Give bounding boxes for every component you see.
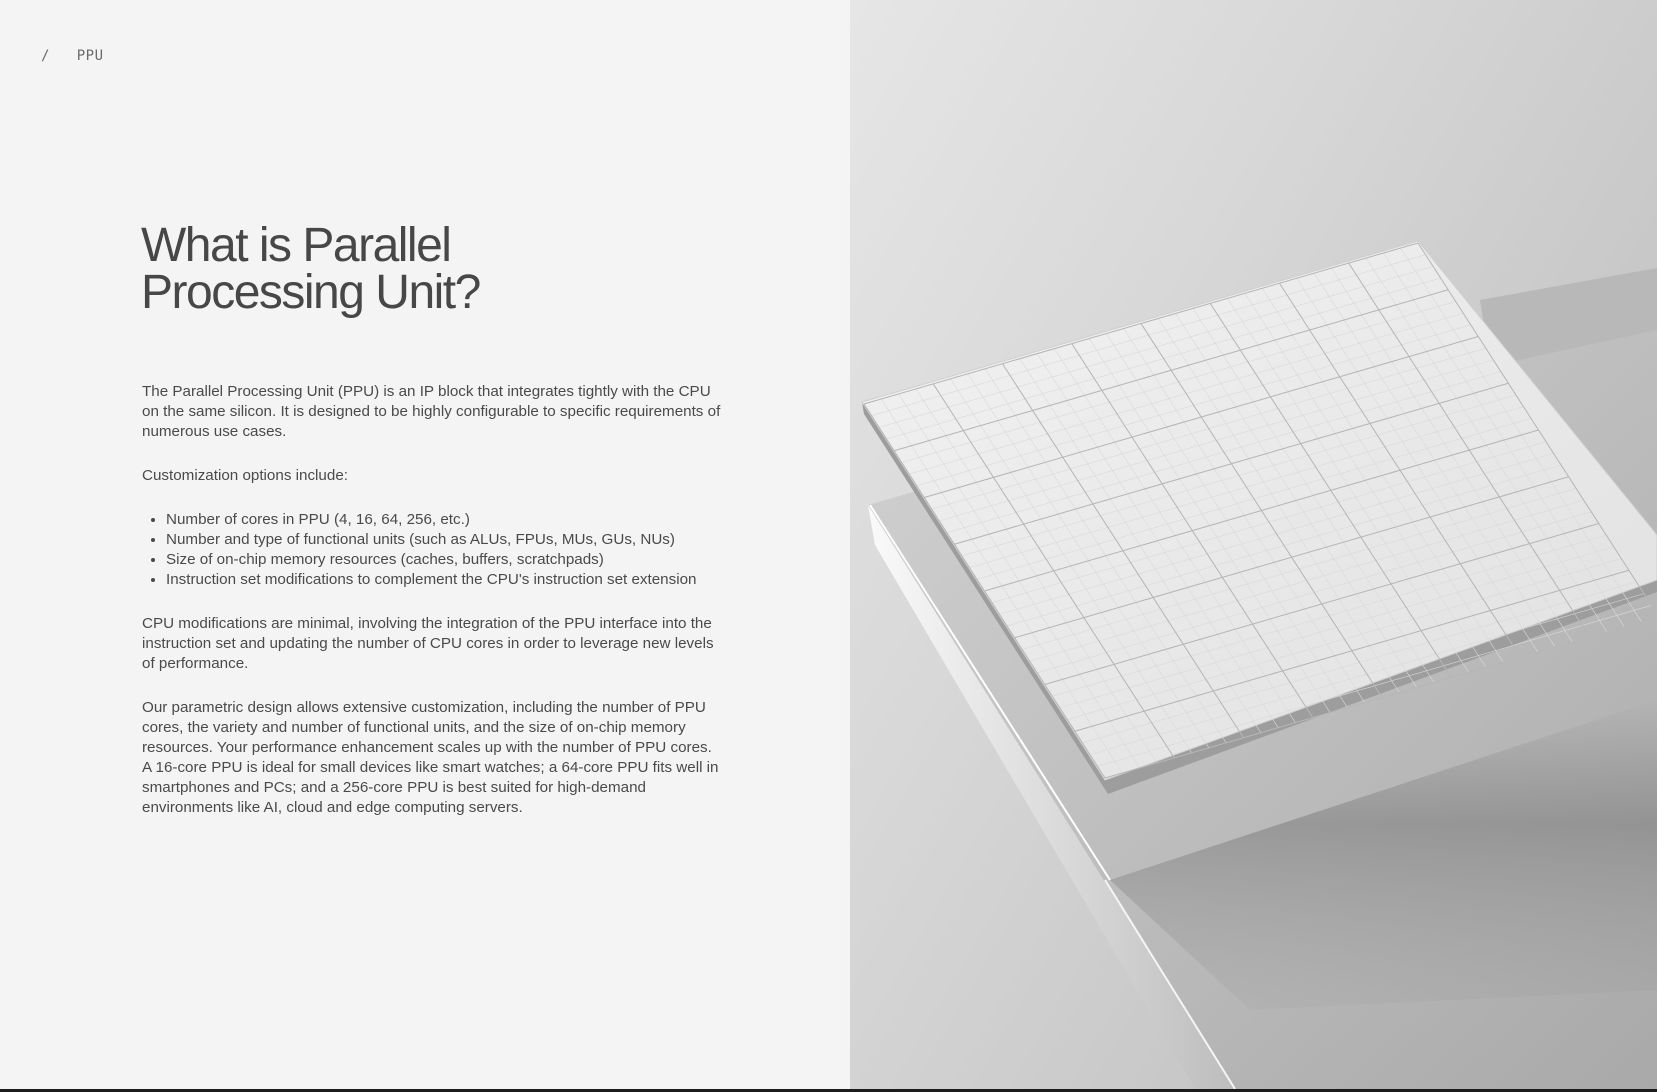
options-list-item: • Number and type of functional units (such as ALUs, FPUs, MUs, GUs, NUs) [166, 530, 722, 550]
breadcrumb-label: PPU [76, 48, 104, 64]
title-line-2: Processing Unit? [141, 266, 480, 319]
intro-paragraph: The Parallel Processing Unit (PPU) is an IP block that integrates tightly with the CPU on the same silicon. It is designed to be highly configurable to specific requirements of numerous use cases. [142, 383, 721, 440]
breadcrumb [41, 48, 104, 64]
article-body [142, 382, 722, 842]
design-paragraph: Our parametric design allows extensive customization, including the number of PPU cores, the variety and number of functional units, and the size of on-chip memory resources. Your performance enhancement scales up with the number of PPU cores. A 16-core PPU is ideal for small devices like smart watches; a 64-core PPU fits well in smartphones and PCs; and a 256-core PPU is best suited for high-demand environments like AI, cloud and edge computing servers. [142, 699, 719, 816]
chip-illustration [850, 0, 1657, 1089]
page-title [141, 219, 661, 319]
options-heading: Customization options include: [142, 467, 348, 484]
options-list [142, 510, 722, 590]
breadcrumb-separator: / [41, 48, 50, 64]
ppu-chip-icon [850, 0, 1657, 1089]
options-list-item: • Instruction set modifications to complement the CPU's instruction set extension [166, 570, 722, 590]
options-list-item: • Size of on-chip memory resources (caches, buffers, scratchpads) [166, 550, 722, 570]
cpu-paragraph: CPU modifications are minimal, involving the integration of the PPU interface into the instruction set and updating the number of CPU cores in order to leverage new levels of performance. [142, 615, 714, 672]
title-line-1: What is Parallel [141, 219, 451, 272]
options-list-item: • Number of cores in PPU (4, 16, 64, 256, etc.) [166, 510, 722, 530]
